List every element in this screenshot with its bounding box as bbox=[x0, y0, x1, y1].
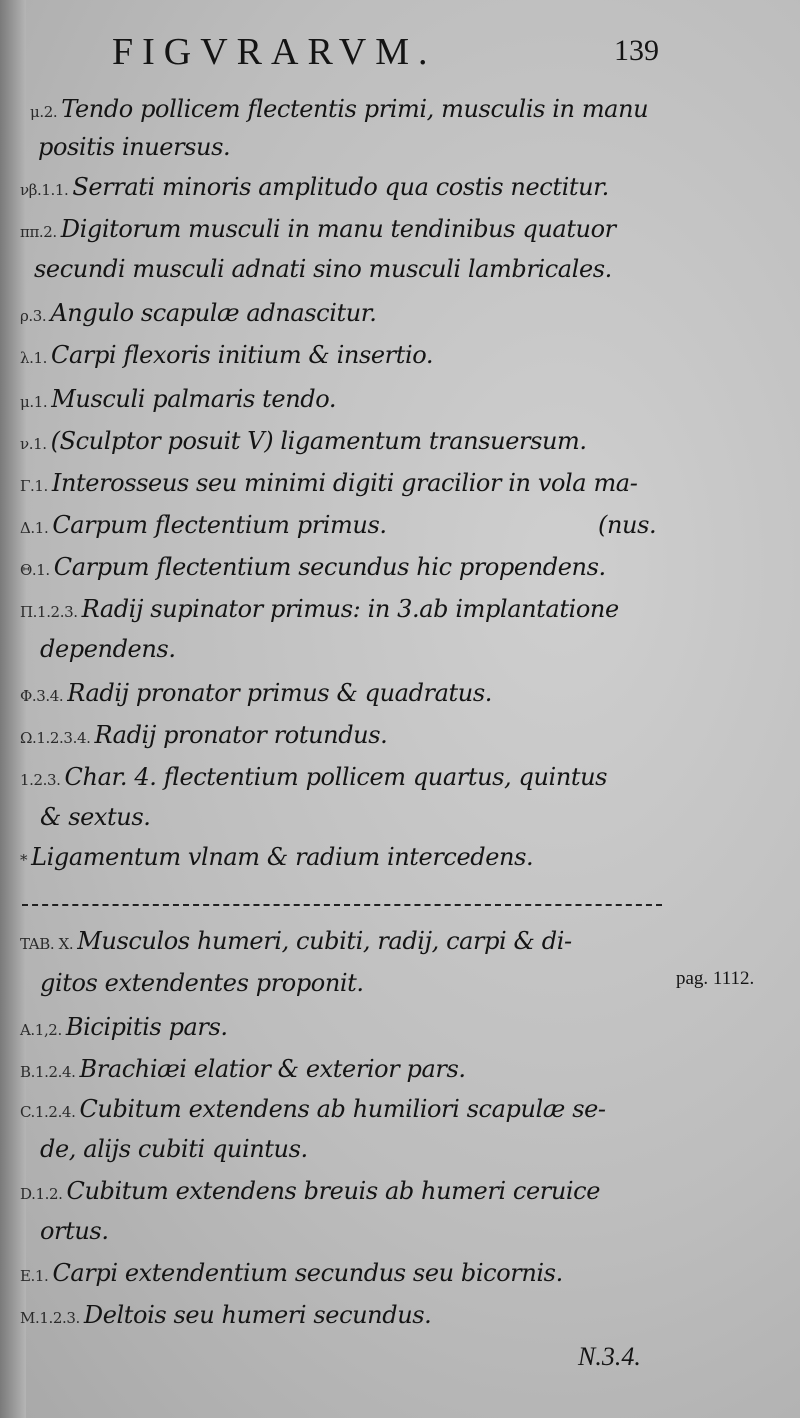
entry-key: M.1.2.3. bbox=[20, 1309, 80, 1327]
entry-text: Musculi palmaris tendo. bbox=[51, 385, 337, 413]
entry-text: Brachiæi elatior & exterior pars. bbox=[79, 1055, 466, 1083]
entry-line bbox=[20, 340, 433, 373]
entry-key: Π.1.2.3. bbox=[20, 603, 78, 621]
entry-line bbox=[40, 1134, 308, 1164]
entry-key: D.1.2. bbox=[20, 1185, 63, 1203]
entry-line bbox=[20, 594, 619, 627]
entry-key: C.1.2.4. bbox=[20, 1103, 76, 1121]
entry-line bbox=[20, 842, 533, 875]
entry-key: Δ.1. bbox=[20, 519, 49, 537]
entry-line bbox=[20, 510, 387, 543]
entry-text: Radij pronator primus & quadratus. bbox=[67, 679, 492, 707]
entry-line bbox=[20, 1054, 466, 1087]
entry-text: Char. 4. flectentium pollicem quartus, quintus bbox=[64, 763, 608, 791]
entry-text: Carpi flexoris initium & insertio. bbox=[51, 341, 434, 369]
entry-text: ortus. bbox=[40, 1217, 109, 1245]
entry-text: Carpum flectentium secundus hic propendens. bbox=[53, 553, 606, 581]
entry-key: E.1. bbox=[20, 1267, 49, 1285]
entry-line bbox=[20, 678, 492, 711]
entry-key: Φ.3.4. bbox=[20, 687, 64, 705]
entry-key: ν.1. bbox=[20, 435, 47, 453]
entry-key: 1.2.3. bbox=[20, 771, 61, 789]
entry-text: Cubitum extendens ab humiliori scapulæ se- bbox=[79, 1095, 606, 1123]
entry-key: λ.1. bbox=[20, 349, 47, 367]
running-title: FIGVRARVM. bbox=[112, 31, 437, 73]
margin-note: pag. 1112. bbox=[676, 968, 755, 989]
entry-line bbox=[20, 762, 607, 795]
entry-key: μ.2. bbox=[30, 103, 58, 121]
entry-line bbox=[20, 426, 587, 459]
entry-text: Cubitum extendens breuis ab humeri ceruice bbox=[66, 1177, 601, 1205]
entry-key: A.1,2. bbox=[20, 1021, 62, 1039]
page-number: 139 bbox=[614, 34, 659, 67]
entry-text: Interosseus seu minimi digiti gracilior in vola ma- bbox=[51, 469, 638, 497]
entry-text: de, alijs cubiti quintus. bbox=[40, 1135, 308, 1163]
entry-line bbox=[20, 384, 336, 417]
entry-text: (Sculptor posuit V) ligamentum transuersum. bbox=[50, 427, 587, 455]
entry-text: Carpi extendentium secundus seu bicornis. bbox=[52, 1259, 563, 1287]
entry-text: Ligamentum vlnam & radium intercedens. bbox=[31, 843, 534, 871]
entry-text: Deltois seu humeri secundus. bbox=[83, 1301, 432, 1329]
entry-text: positis inuersus. bbox=[38, 133, 231, 161]
line-end-fragment: (nus. bbox=[598, 511, 657, 539]
entry-line bbox=[40, 802, 151, 832]
entry-key: Ω.1.2.3.4. bbox=[20, 729, 91, 747]
entry-line bbox=[20, 926, 572, 959]
entry-line bbox=[20, 1258, 563, 1291]
entry-line bbox=[20, 1094, 606, 1127]
entry-key: ρ.3. bbox=[20, 307, 47, 325]
entry-line bbox=[20, 172, 609, 205]
signature-mark: N.3.4. bbox=[578, 1342, 641, 1371]
entry-text: Angulo scapulæ adnascitur. bbox=[50, 299, 377, 327]
entry-text: Serrati minoris amplitudo qua costis nectitur. bbox=[72, 173, 609, 201]
entry-line bbox=[40, 1216, 109, 1246]
entry-text: Musculos humeri, cubiti, radij, carpi & di- bbox=[77, 927, 572, 955]
entry-text: gitos extendentes proponit. bbox=[40, 969, 364, 997]
entry-text: Digitorum musculi in manu tendinibus quatuor bbox=[60, 215, 616, 243]
entry-key: μ.1. bbox=[20, 393, 48, 411]
entry-line bbox=[38, 132, 230, 162]
entry-text: Carpum flectentium primus. bbox=[52, 511, 387, 539]
entry-key: Γ.1. bbox=[20, 477, 48, 495]
entry-line bbox=[20, 214, 616, 247]
entry-line bbox=[20, 468, 637, 501]
entry-line bbox=[20, 1176, 600, 1209]
entry-key: Θ.1. bbox=[20, 561, 50, 579]
entry-line bbox=[20, 1012, 228, 1045]
entry-line bbox=[40, 634, 176, 664]
entry-key: νβ.1.1. bbox=[20, 181, 69, 199]
entry-line bbox=[30, 94, 648, 127]
entry-line bbox=[20, 1300, 431, 1333]
entry-key: * bbox=[20, 851, 28, 869]
entry-text: dependens. bbox=[40, 635, 176, 663]
section-divider bbox=[22, 904, 662, 906]
entry-line bbox=[20, 720, 387, 753]
entry-line bbox=[20, 552, 606, 585]
entry-line bbox=[34, 254, 612, 284]
entry-key: ππ.2. bbox=[20, 223, 57, 241]
entry-text: Radij supinator primus: in 3.ab implantatione bbox=[81, 595, 619, 623]
entry-line bbox=[40, 968, 364, 998]
entry-text: & sextus. bbox=[40, 803, 151, 831]
entry-line bbox=[20, 298, 376, 331]
entry-text: Bicipitis pars. bbox=[65, 1013, 228, 1041]
entry-key: B.1.2.4. bbox=[20, 1063, 76, 1081]
entry-text: secundi musculi adnati sino musculi lambricales. bbox=[34, 255, 612, 283]
entry-text: Tendo pollicem flectentis primi, musculis in manu bbox=[61, 95, 649, 123]
entry-key: TAB. X. bbox=[20, 935, 74, 953]
entry-text: Radij pronator rotundus. bbox=[94, 721, 388, 749]
